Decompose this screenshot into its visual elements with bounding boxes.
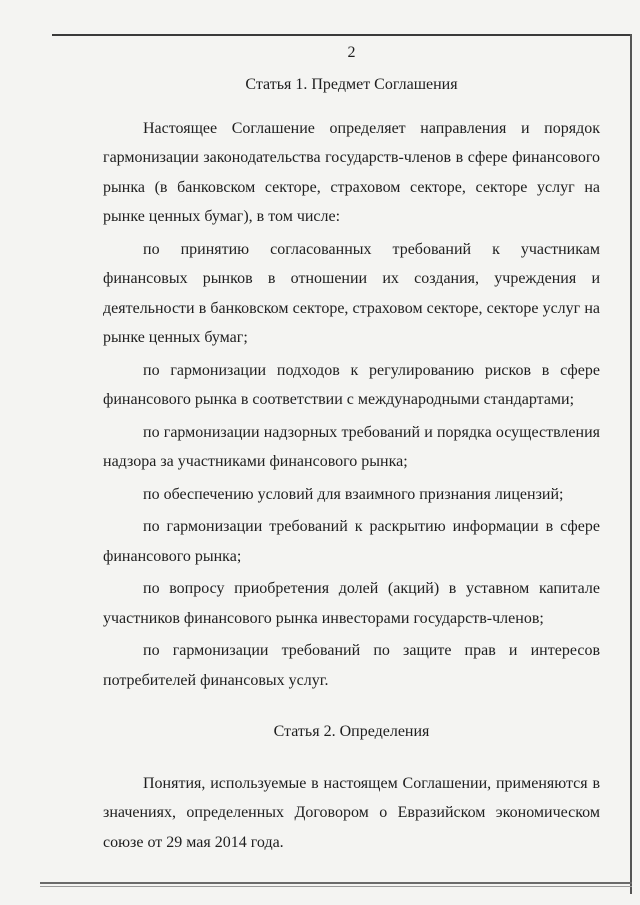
page-border-bottom-shadow [40, 886, 632, 887]
article-2-title: Статья 2. Определения [273, 723, 430, 740]
paragraph: по вопросу приобретения долей (акций) в уставном капитале участников финансового рынка инвесторами государств-членов; [103, 580, 600, 627]
article-1-title: Статья 1. Предмет Соглашения [245, 76, 458, 93]
paragraph: Настоящее Соглашение определяет направления и порядок гармонизации законодательства государств-членов в сфере финансового рынка (в банковском секторе, страховом секторе, секторе услуг на рынке ценных бумаг), в том числе: [103, 119, 600, 225]
page-border-top [52, 34, 632, 36]
paragraph: по обеспечению условий для взаимного признания лицензий; [143, 485, 564, 503]
paragraph: по гармонизации подходов к регулированию рисков в сфере финансового рынка в соответствии с международными стандартами; [103, 361, 600, 408]
page-border-bottom [40, 882, 632, 884]
paragraph: по принятию согласованных требований к участникам финансовых рынков в отношении их создания, учреждения и деятельности в банковском секторе, страховом секторе, секторе услуг на рынке ценных бумаг; [103, 240, 600, 346]
page-border-right [630, 34, 632, 894]
paragraph: по гармонизации надзорных требований и порядка осуществления надзора за участниками финансового рынка; [103, 423, 600, 470]
document-body [103, 42, 600, 857]
paragraph: по гармонизации требований по защите прав и интересов потребителей финансовых услуг. [103, 642, 600, 689]
page-number: 2 [347, 44, 356, 61]
article-2-body [103, 769, 600, 858]
article-1-body [103, 114, 600, 696]
paragraph: по гармонизации требований к раскрытию информации в сфере финансового рынка; [103, 518, 600, 565]
paragraph: Понятия, используемые в настоящем Соглашении, применяются в значениях, определенных Договором о Евразийском экономическом союзе от 29 мая 2014 года. [103, 774, 600, 851]
